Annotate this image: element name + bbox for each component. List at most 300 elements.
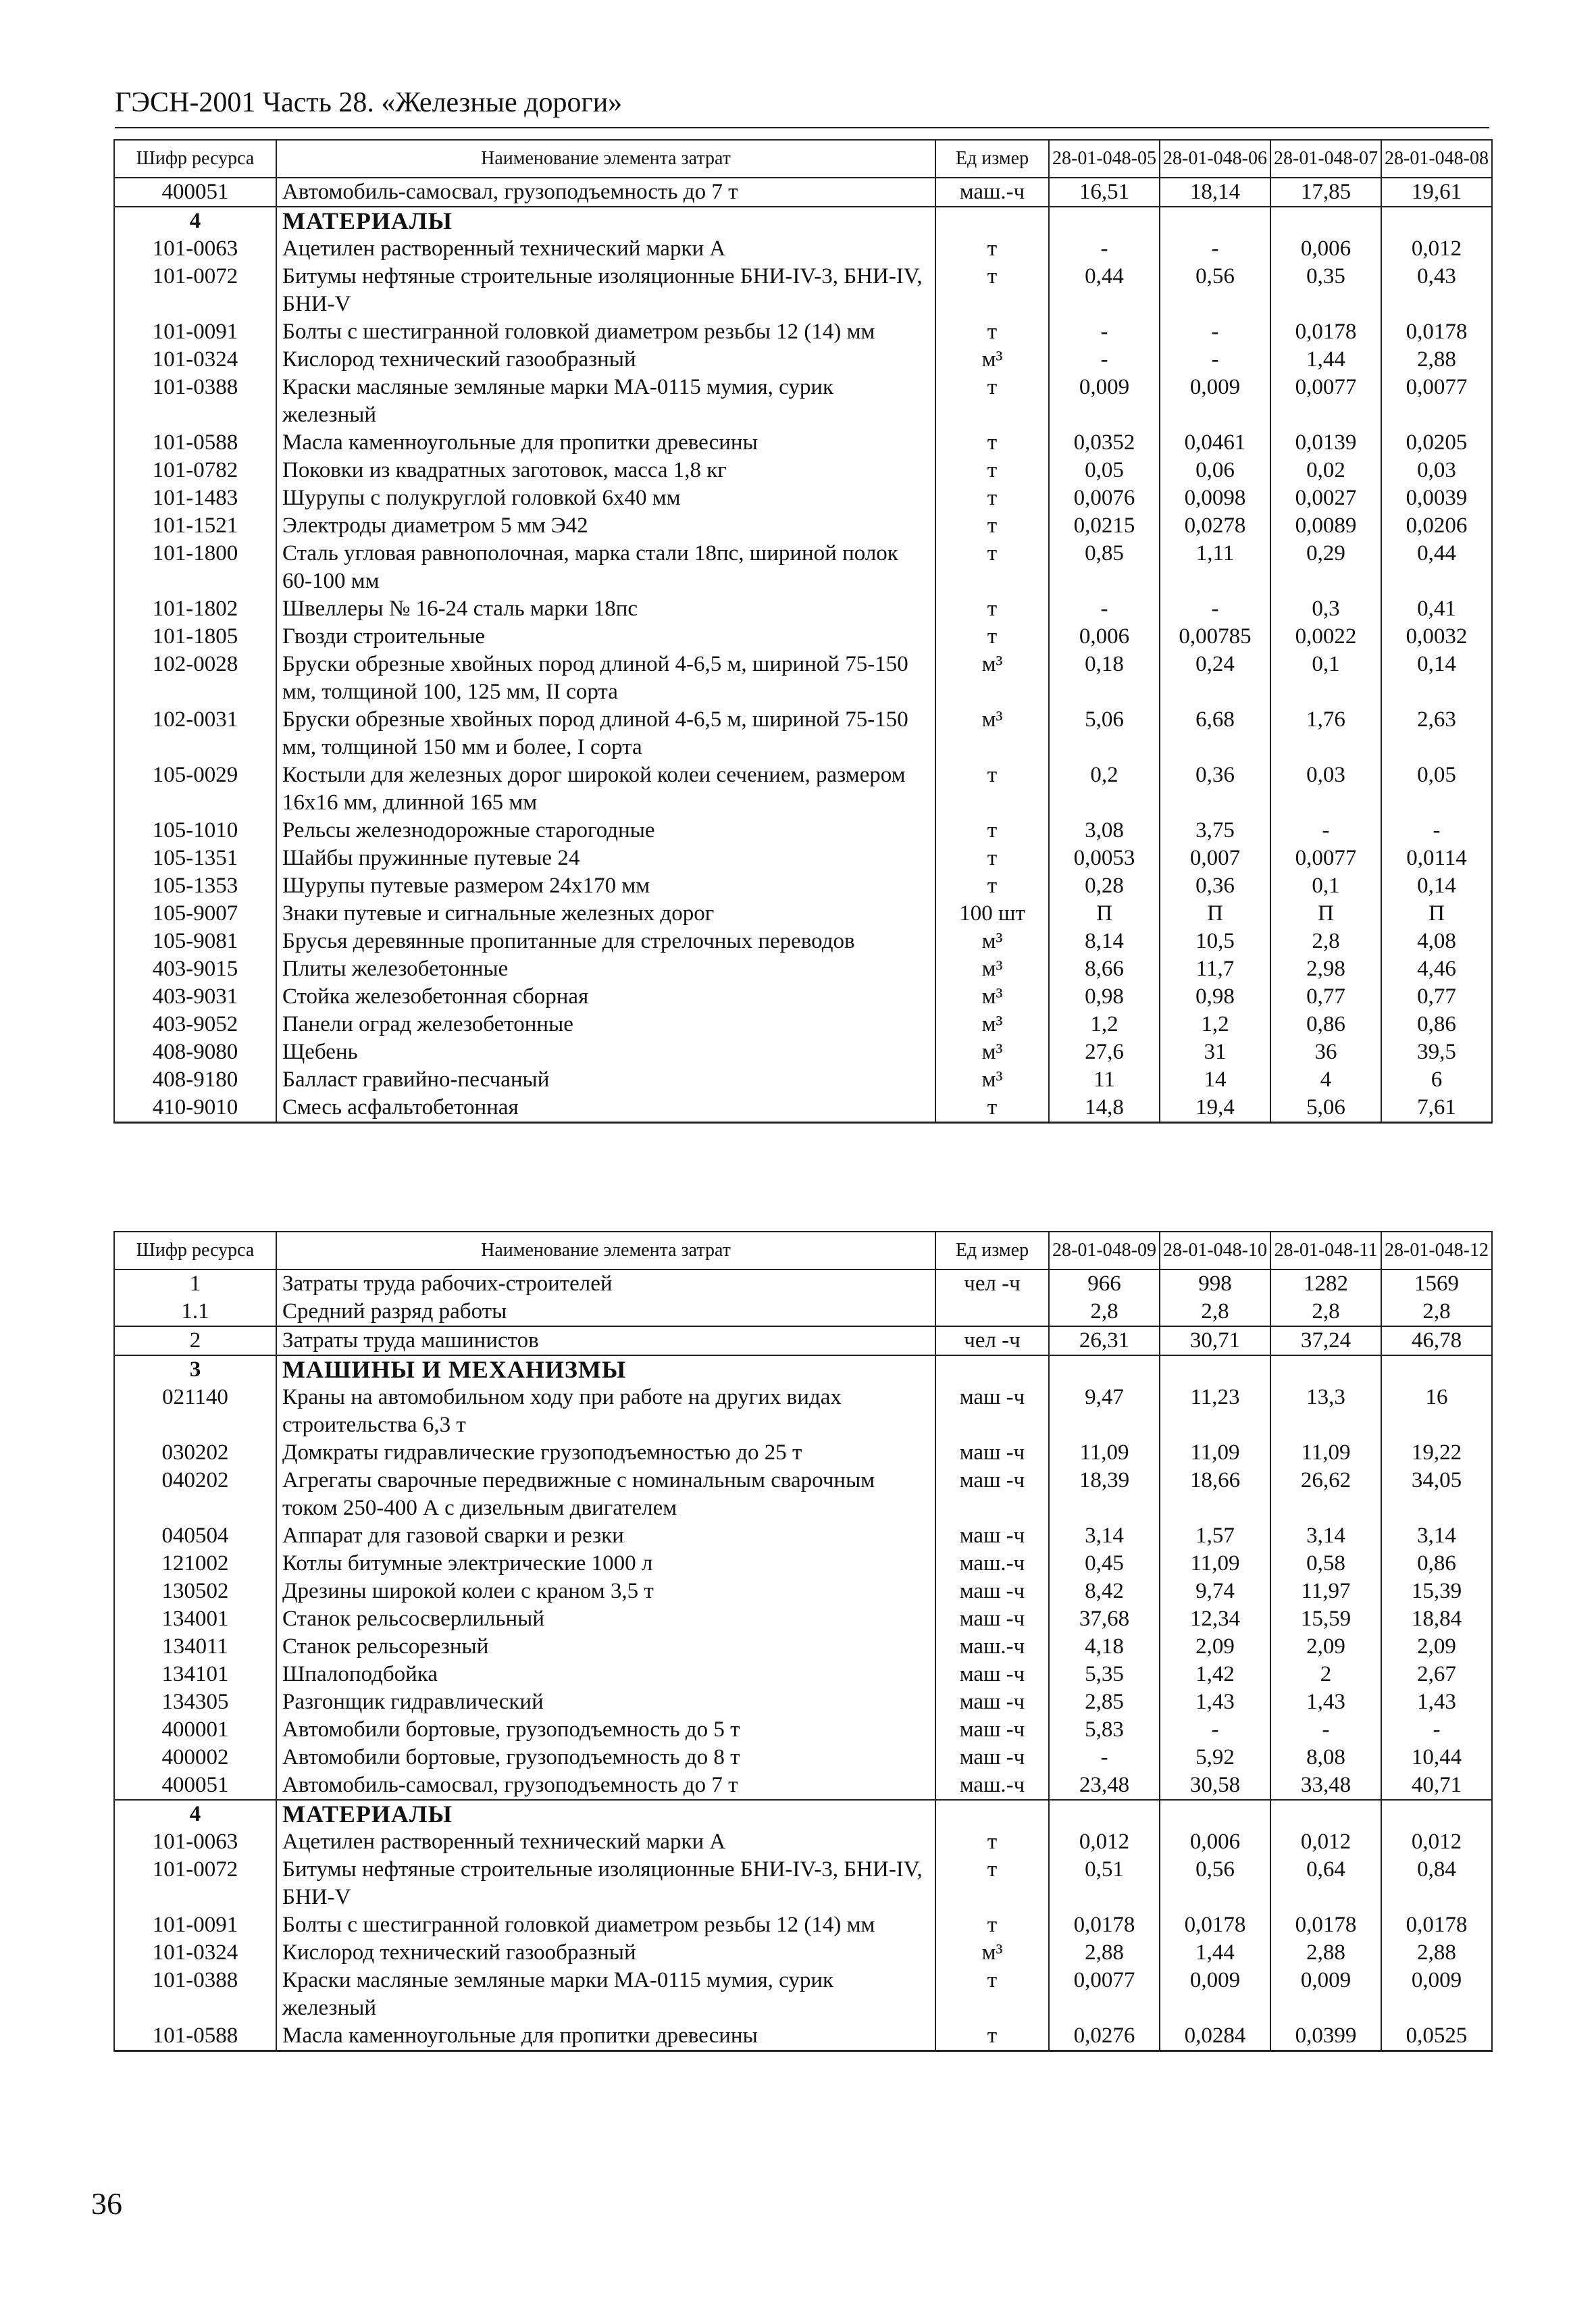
resource-code-cell: 101-0072 — [114, 1856, 276, 1911]
norm-value-cell: 0,36 — [1160, 761, 1270, 817]
norm-value-cell: 1,11 — [1160, 540, 1270, 595]
norm-value-cell: 0,0077 — [1270, 845, 1381, 872]
resource-name-cell: Болты с шестигранной головкой диаметром резьбы 12 (14) мм — [276, 318, 935, 346]
table-row — [114, 540, 1492, 595]
norm-value-cell: 40,71 — [1381, 1771, 1492, 1800]
norm-value-cell: 5,06 — [1049, 706, 1160, 761]
resource-code-cell: 101-0388 — [114, 374, 276, 429]
norm-value-cell: 1282 — [1270, 1269, 1381, 1298]
norm-value-cell: 33,48 — [1270, 1771, 1381, 1800]
norm-value-cell: 0,1 — [1270, 651, 1381, 706]
norm-column-header: 28-01-048-07 — [1270, 140, 1381, 178]
norm-value-cell — [1049, 207, 1160, 235]
norm-value-cell: 0,0178 — [1049, 1911, 1160, 1939]
resource-code-cell: 105-9081 — [114, 928, 276, 955]
norm-value-cell: 0,06 — [1160, 457, 1270, 484]
norm-value-cell: 19,4 — [1160, 1094, 1270, 1123]
norm-value-cell: П — [1381, 900, 1492, 928]
norm-value-cell: 3,08 — [1049, 817, 1160, 845]
norm-value-cell: 4,08 — [1381, 928, 1492, 955]
norm-value-cell: 6,68 — [1160, 706, 1270, 761]
resource-code-cell: 101-1800 — [114, 540, 276, 595]
norm-value-cell: 1,42 — [1160, 1661, 1270, 1688]
table-header-row — [114, 1232, 1492, 1269]
resource-name-cell: МАТЕРИАЛЫ — [276, 207, 935, 235]
norm-value-cell: 0,1 — [1270, 872, 1381, 900]
table-row — [114, 1038, 1492, 1066]
norm-value-cell: 13,3 — [1270, 1384, 1381, 1439]
norm-value-cell: 0,43 — [1381, 263, 1492, 318]
norm-value-cell: - — [1270, 817, 1381, 845]
unit-cell: чел -ч — [935, 1326, 1049, 1355]
norm-value-cell: 5,83 — [1049, 1716, 1160, 1744]
resource-code-cell: 408-9180 — [114, 1066, 276, 1094]
table-row — [114, 1661, 1492, 1688]
norm-value-cell: 5,06 — [1270, 1094, 1381, 1123]
norm-value-cell — [1270, 207, 1381, 235]
header-rule — [115, 127, 1489, 128]
norm-value-cell: 0,0032 — [1381, 623, 1492, 651]
norm-value-cell: 0,35 — [1270, 263, 1381, 318]
norm-value-cell: 0,0205 — [1381, 429, 1492, 457]
table-row — [114, 595, 1492, 623]
norm-value-cell: 0,14 — [1381, 872, 1492, 900]
unit-cell: т — [935, 1856, 1049, 1911]
norm-value-cell: 0,0178 — [1160, 1911, 1270, 1939]
resource-code-cell: 101-0782 — [114, 457, 276, 484]
norm-value-cell: 7,61 — [1381, 1094, 1492, 1123]
resource-name-cell: Шурупы с полукруглой головкой 6х40 мм — [276, 484, 935, 512]
table-row — [114, 928, 1492, 955]
resource-code-cell: 408-9080 — [114, 1038, 276, 1066]
unit-cell: м³ — [935, 1939, 1049, 1967]
norm-value-cell: 0,0525 — [1381, 2022, 1492, 2051]
norm-value-cell: 11,09 — [1160, 1439, 1270, 1467]
resource-code-cell: 040504 — [114, 1522, 276, 1550]
unit-cell — [935, 1800, 1049, 1828]
norm-value-cell — [1160, 1355, 1270, 1384]
resource-name-cell: Разгонщик гидравлический — [276, 1688, 935, 1716]
norm-value-cell: 8,42 — [1049, 1578, 1160, 1605]
resource-table-2 — [113, 1231, 1493, 2052]
norm-value-cell: 2,67 — [1381, 1661, 1492, 1688]
norm-value-cell — [1270, 1800, 1381, 1828]
unit-cell: маш -ч — [935, 1744, 1049, 1771]
norm-value-cell — [1049, 1800, 1160, 1828]
norm-value-cell: 1,2 — [1049, 1011, 1160, 1038]
norm-value-cell: 0,86 — [1381, 1550, 1492, 1578]
page-number: 36 — [91, 2186, 122, 2221]
norm-value-cell: - — [1381, 817, 1492, 845]
norm-value-cell: 8,66 — [1049, 955, 1160, 983]
norm-value-cell: - — [1160, 595, 1270, 623]
norm-value-cell: 34,05 — [1381, 1467, 1492, 1522]
norm-value-cell: П — [1049, 900, 1160, 928]
unit-cell: м³ — [935, 1038, 1049, 1066]
unit-cell — [935, 1298, 1049, 1326]
table-row — [114, 512, 1492, 540]
table-row — [114, 484, 1492, 512]
resource-name-cell: Брусья деревянные пропитанные для стрелочных переводов — [276, 928, 935, 955]
resource-code-cell: 101-1802 — [114, 595, 276, 623]
unit-cell: м³ — [935, 928, 1049, 955]
norm-value-cell: 0,00785 — [1160, 623, 1270, 651]
unit-cell: т — [935, 1967, 1049, 2022]
norm-value-cell: 0,56 — [1160, 1856, 1270, 1911]
norm-value-cell: - — [1049, 235, 1160, 263]
resource-name-cell: Болты с шестигранной головкой диаметром резьбы 12 (14) мм — [276, 1911, 935, 1939]
norm-value-cell: 11,7 — [1160, 955, 1270, 983]
resource-code-cell: 101-0324 — [114, 346, 276, 374]
resource-name-cell: Битумы нефтяные строительные изоляционные БНИ-IV-3, БНИ-IV, БНИ-V — [276, 1856, 935, 1911]
unit-cell: т — [935, 595, 1049, 623]
norm-column-header: 28-01-048-06 — [1160, 140, 1270, 178]
unit-column-header: Ед измер — [935, 140, 1049, 178]
resource-code-cell: 3 — [114, 1355, 276, 1384]
norm-value-cell: 0,58 — [1270, 1550, 1381, 1578]
table-row — [114, 429, 1492, 457]
table-row — [114, 845, 1492, 872]
norm-value-cell: 1,43 — [1270, 1688, 1381, 1716]
norm-value-cell: 1,44 — [1160, 1939, 1270, 1967]
norm-value-cell: - — [1160, 235, 1270, 263]
resource-name-cell: Дрезины широкой колеи с краном 3,5 т — [276, 1578, 935, 1605]
resource-code-cell: 101-1483 — [114, 484, 276, 512]
unit-cell: маш -ч — [935, 1578, 1049, 1605]
resource-code-cell: 101-0091 — [114, 1911, 276, 1939]
table-row — [114, 1298, 1492, 1326]
unit-cell: т — [935, 318, 1049, 346]
norm-value-cell: 2,8 — [1270, 1298, 1381, 1326]
resource-code-cell: 105-9007 — [114, 900, 276, 928]
norm-value-cell: 0,51 — [1049, 1856, 1160, 1911]
table-row — [114, 1578, 1492, 1605]
norm-value-cell: 0,0053 — [1049, 845, 1160, 872]
resource-code-cell: 101-1521 — [114, 512, 276, 540]
norm-value-cell: 2,09 — [1381, 1633, 1492, 1661]
unit-cell — [935, 1355, 1049, 1384]
norm-value-cell — [1160, 207, 1270, 235]
norm-value-cell: 1,44 — [1270, 346, 1381, 374]
norm-value-cell: 0,44 — [1381, 540, 1492, 595]
table-row — [114, 1269, 1492, 1298]
table-row — [114, 983, 1492, 1011]
norm-value-cell: - — [1270, 1716, 1381, 1744]
norm-value-cell: 0,0077 — [1270, 374, 1381, 429]
resource-code-cell: 101-0588 — [114, 2022, 276, 2051]
norm-value-cell: 14,8 — [1049, 1094, 1160, 1123]
resource-code-cell: 040202 — [114, 1467, 276, 1522]
resource-code-cell: 1.1 — [114, 1298, 276, 1326]
norm-value-cell: 4,18 — [1049, 1633, 1160, 1661]
table-row — [114, 1550, 1492, 1578]
resource-name-cell: Домкраты гидравлические грузоподъемностью до 25 т — [276, 1439, 935, 1467]
norm-value-cell: 0,0098 — [1160, 484, 1270, 512]
norm-value-cell: 0,86 — [1270, 1011, 1381, 1038]
norm-value-cell: 1,2 — [1160, 1011, 1270, 1038]
resource-code-cell: 030202 — [114, 1439, 276, 1467]
resource-code-cell: 2 — [114, 1326, 276, 1355]
norm-value-cell: 15,59 — [1270, 1605, 1381, 1633]
unit-cell: маш -ч — [935, 1661, 1049, 1688]
resource-code-cell: 134305 — [114, 1688, 276, 1716]
resource-name-cell: Автомобиль-самосвал, грузоподъемность до 7 т — [276, 1771, 935, 1800]
resource-name-cell: Автомобили бортовые, грузоподъемность до 5 т — [276, 1716, 935, 1744]
table-row — [114, 1522, 1492, 1550]
unit-cell: м³ — [935, 955, 1049, 983]
unit-cell: т — [935, 761, 1049, 817]
norm-value-cell: - — [1160, 346, 1270, 374]
norm-value-cell — [1270, 1355, 1381, 1384]
norm-column-header: 28-01-048-08 — [1381, 140, 1492, 178]
resource-name-cell: Костыли для железных дорог широкой колеи сечением, размером 16х16 мм, длинной 165 мм — [276, 761, 935, 817]
resource-name-cell: Агрегаты сварочные передвижные с номинальным сварочным током 250-400 А с дизельным двигателем — [276, 1467, 935, 1522]
resource-name-cell: Масла каменноугольные для пропитки древесины — [276, 2022, 935, 2051]
norm-value-cell: 10,5 — [1160, 928, 1270, 955]
unit-cell: т — [935, 872, 1049, 900]
norm-value-cell: 19,61 — [1381, 178, 1492, 207]
norm-value-cell: 39,5 — [1381, 1038, 1492, 1066]
table-row — [114, 1066, 1492, 1094]
norm-value-cell: 30,58 — [1160, 1771, 1270, 1800]
norm-value-cell: 0,2 — [1049, 761, 1160, 817]
norm-value-cell — [1381, 207, 1492, 235]
norm-value-cell: 1,43 — [1381, 1688, 1492, 1716]
unit-cell: т — [935, 263, 1049, 318]
norm-value-cell: 2,8 — [1160, 1298, 1270, 1326]
norm-value-cell: 0,0077 — [1381, 374, 1492, 429]
resource-name-cell: Сталь угловая равнополочная, марка стали 18пс, шириной полок 60-100 мм — [276, 540, 935, 595]
norm-value-cell: 2,85 — [1049, 1688, 1160, 1716]
table-row — [114, 2022, 1492, 2051]
norm-value-cell: 4,46 — [1381, 955, 1492, 983]
resource-code-cell: 400001 — [114, 1716, 276, 1744]
norm-value-cell: - — [1049, 346, 1160, 374]
norm-value-cell: 18,84 — [1381, 1605, 1492, 1633]
resource-code-cell: 403-9052 — [114, 1011, 276, 1038]
norm-value-cell: 2,09 — [1160, 1633, 1270, 1661]
norm-column-header: 28-01-048-11 — [1270, 1232, 1381, 1269]
resource-name-cell: Гвозди строительные — [276, 623, 935, 651]
unit-cell: т — [935, 623, 1049, 651]
norm-value-cell: 0,012 — [1381, 235, 1492, 263]
norm-value-cell: 11,09 — [1270, 1439, 1381, 1467]
norm-value-cell: - — [1049, 1744, 1160, 1771]
norm-value-cell: 0,18 — [1049, 651, 1160, 706]
norm-value-cell: 0,0076 — [1049, 484, 1160, 512]
norm-value-cell: 30,71 — [1160, 1326, 1270, 1355]
norm-value-cell: 26,62 — [1270, 1467, 1381, 1522]
norm-column-header: 28-01-048-10 — [1160, 1232, 1270, 1269]
norm-value-cell: 0,03 — [1270, 761, 1381, 817]
resource-name-cell: Масла каменноугольные для пропитки древесины — [276, 429, 935, 457]
norm-value-cell: 0,012 — [1381, 1828, 1492, 1856]
norm-value-cell: 0,0114 — [1381, 845, 1492, 872]
name-column-header: Наименование элемента затрат — [276, 140, 935, 178]
table-row — [114, 1011, 1492, 1038]
norm-value-cell: 2,8 — [1381, 1298, 1492, 1326]
unit-cell: т — [935, 1828, 1049, 1856]
resource-name-cell: Бруски обрезные хвойных пород длиной 4-6,5 м, шириной 75-150 мм, толщиной 100, 125 мм, II сорта — [276, 651, 935, 706]
unit-cell: т — [935, 1094, 1049, 1123]
norm-value-cell: 18,14 — [1160, 178, 1270, 207]
norm-value-cell: 0,0284 — [1160, 2022, 1270, 2051]
resource-name-cell: Затраты труда машинистов — [276, 1326, 935, 1355]
norm-value-cell: 37,24 — [1270, 1326, 1381, 1355]
norm-value-cell: 0,0352 — [1049, 429, 1160, 457]
unit-cell: маш -ч — [935, 1439, 1049, 1467]
norm-value-cell: 0,36 — [1160, 872, 1270, 900]
norm-value-cell — [1049, 1355, 1160, 1384]
table-row — [114, 1439, 1492, 1467]
page-header: ГЭСН-2001 Часть 28. «Железные дороги» — [115, 87, 623, 118]
norm-value-cell: 0,0276 — [1049, 2022, 1160, 2051]
table-row — [114, 1939, 1492, 1967]
resource-name-cell: Автомобиль-самосвал, грузоподъемность до 7 т — [276, 178, 935, 207]
norm-value-cell: 37,68 — [1049, 1605, 1160, 1633]
unit-cell: м³ — [935, 651, 1049, 706]
resource-name-cell: Котлы битумные электрические 1000 л — [276, 1550, 935, 1578]
norm-value-cell: - — [1381, 1716, 1492, 1744]
unit-cell: т — [935, 845, 1049, 872]
resource-code-cell: 134001 — [114, 1605, 276, 1633]
resource-name-cell: Знаки путевые и сигнальные железных дорог — [276, 900, 935, 928]
norm-value-cell: 14 — [1160, 1066, 1270, 1094]
norm-value-cell: 16,51 — [1049, 178, 1160, 207]
resource-name-cell: Щебень — [276, 1038, 935, 1066]
resource-code-cell: 101-0063 — [114, 1828, 276, 1856]
unit-cell: маш -ч — [935, 1384, 1049, 1439]
table-row — [114, 263, 1492, 318]
unit-cell: т — [935, 429, 1049, 457]
norm-value-cell: 0,0178 — [1270, 1911, 1381, 1939]
norm-value-cell: 0,0215 — [1049, 512, 1160, 540]
norm-value-cell: 2 — [1270, 1661, 1381, 1688]
resource-name-cell: Бруски обрезные хвойных пород длиной 4-6,5 м, шириной 75-150 мм, толщиной 150 мм и более, I сорта — [276, 706, 935, 761]
norm-value-cell: 0,02 — [1270, 457, 1381, 484]
table-row — [114, 706, 1492, 761]
table-row — [114, 1911, 1492, 1939]
norm-value-cell: 0,05 — [1381, 761, 1492, 817]
norm-value-cell: 2,8 — [1049, 1298, 1160, 1326]
norm-value-cell: 0,012 — [1049, 1828, 1160, 1856]
norm-value-cell: 0,0278 — [1160, 512, 1270, 540]
norm-value-cell: 27,6 — [1049, 1038, 1160, 1066]
norm-value-cell: 966 — [1049, 1269, 1160, 1298]
resource-code-cell: 105-1351 — [114, 845, 276, 872]
resource-name-cell: Кислород технический газообразный — [276, 1939, 935, 1967]
table-row — [114, 651, 1492, 706]
table-row — [114, 1384, 1492, 1439]
norm-value-cell: 1569 — [1381, 1269, 1492, 1298]
norm-value-cell: 0,0027 — [1270, 484, 1381, 512]
norm-value-cell: 0,0178 — [1270, 318, 1381, 346]
resource-code-cell: 021140 — [114, 1384, 276, 1439]
table-row — [114, 817, 1492, 845]
unit-cell: маш -ч — [935, 1522, 1049, 1550]
norm-value-cell: 11,09 — [1049, 1439, 1160, 1467]
norm-value-cell — [1381, 1800, 1492, 1828]
table-row — [114, 1605, 1492, 1633]
table-row — [114, 1856, 1492, 1911]
norm-value-cell: 0,0461 — [1160, 429, 1270, 457]
resource-code-cell: 102-0031 — [114, 706, 276, 761]
unit-cell: м³ — [935, 1066, 1049, 1094]
resource-name-cell: Станок рельсосверлильный — [276, 1605, 935, 1633]
resource-name-cell: Автомобили бортовые, грузоподъемность до 8 т — [276, 1744, 935, 1771]
norm-value-cell: 1,43 — [1160, 1688, 1270, 1716]
unit-cell: маш.-ч — [935, 178, 1049, 207]
norm-value-cell: 2,88 — [1381, 346, 1492, 374]
table-row — [114, 623, 1492, 651]
table-row — [114, 1967, 1492, 2022]
norm-value-cell: 0,0178 — [1381, 1911, 1492, 1939]
norm-value-cell: 18,66 — [1160, 1467, 1270, 1522]
resource-code-cell: 410-9010 — [114, 1094, 276, 1123]
unit-cell: т — [935, 2022, 1049, 2051]
norm-value-cell: 0,0077 — [1049, 1967, 1160, 2022]
table-row — [114, 1467, 1492, 1522]
unit-cell: чел -ч — [935, 1269, 1049, 1298]
unit-cell: маш -ч — [935, 1716, 1049, 1744]
resource-code-cell: 134011 — [114, 1633, 276, 1661]
resource-name-cell: Смесь асфальтобетонная — [276, 1094, 935, 1123]
resource-code-cell: 101-0588 — [114, 429, 276, 457]
norm-value-cell: 0,77 — [1270, 983, 1381, 1011]
resource-name-cell: МАТЕРИАЛЫ — [276, 1800, 935, 1828]
norm-value-cell: 23,48 — [1049, 1771, 1160, 1800]
table-row — [114, 235, 1492, 263]
norm-value-cell: 3,14 — [1381, 1522, 1492, 1550]
section-row — [114, 1800, 1492, 1828]
norm-value-cell — [1160, 1800, 1270, 1828]
resource-name-cell: Плиты железобетонные — [276, 955, 935, 983]
resource-code-cell: 101-0388 — [114, 1967, 276, 2022]
norm-value-cell: 36 — [1270, 1038, 1381, 1066]
code-column-header: Шифр ресурса — [114, 140, 276, 178]
norm-value-cell: 0,0399 — [1270, 2022, 1381, 2051]
norm-value-cell: 0,05 — [1049, 457, 1160, 484]
resource-name-cell: Стойка железобетонная сборная — [276, 983, 935, 1011]
resource-code-cell: 101-0324 — [114, 1939, 276, 1967]
unit-cell: м³ — [935, 346, 1049, 374]
norm-value-cell: 3,75 — [1160, 817, 1270, 845]
norm-value-cell: 9,74 — [1160, 1578, 1270, 1605]
norm-value-cell: 0,009 — [1049, 374, 1160, 429]
table-row — [114, 1771, 1492, 1800]
name-column-header: Наименование элемента затрат — [276, 1232, 935, 1269]
norm-value-cell: 5,35 — [1049, 1661, 1160, 1688]
unit-cell: т — [935, 484, 1049, 512]
norm-value-cell: 16 — [1381, 1384, 1492, 1439]
resource-code-cell: 101-0063 — [114, 235, 276, 263]
resource-name-cell: Шурупы путевые размером 24х170 мм — [276, 872, 935, 900]
resource-name-cell: МАШИНЫ И МЕХАНИЗМЫ — [276, 1355, 935, 1384]
unit-cell: т — [935, 235, 1049, 263]
code-column-header: Шифр ресурса — [114, 1232, 276, 1269]
resource-code-cell: 121002 — [114, 1550, 276, 1578]
table-row — [114, 1716, 1492, 1744]
norm-value-cell: 0,012 — [1270, 1828, 1381, 1856]
unit-cell: м³ — [935, 1011, 1049, 1038]
resource-code-cell: 105-1353 — [114, 872, 276, 900]
resource-name-cell: Аппарат для газовой сварки и резки — [276, 1522, 935, 1550]
norm-value-cell — [1381, 1355, 1492, 1384]
unit-cell: маш.-ч — [935, 1550, 1049, 1578]
unit-cell: маш -ч — [935, 1605, 1049, 1633]
norm-value-cell: П — [1270, 900, 1381, 928]
norm-value-cell: 0,45 — [1049, 1550, 1160, 1578]
